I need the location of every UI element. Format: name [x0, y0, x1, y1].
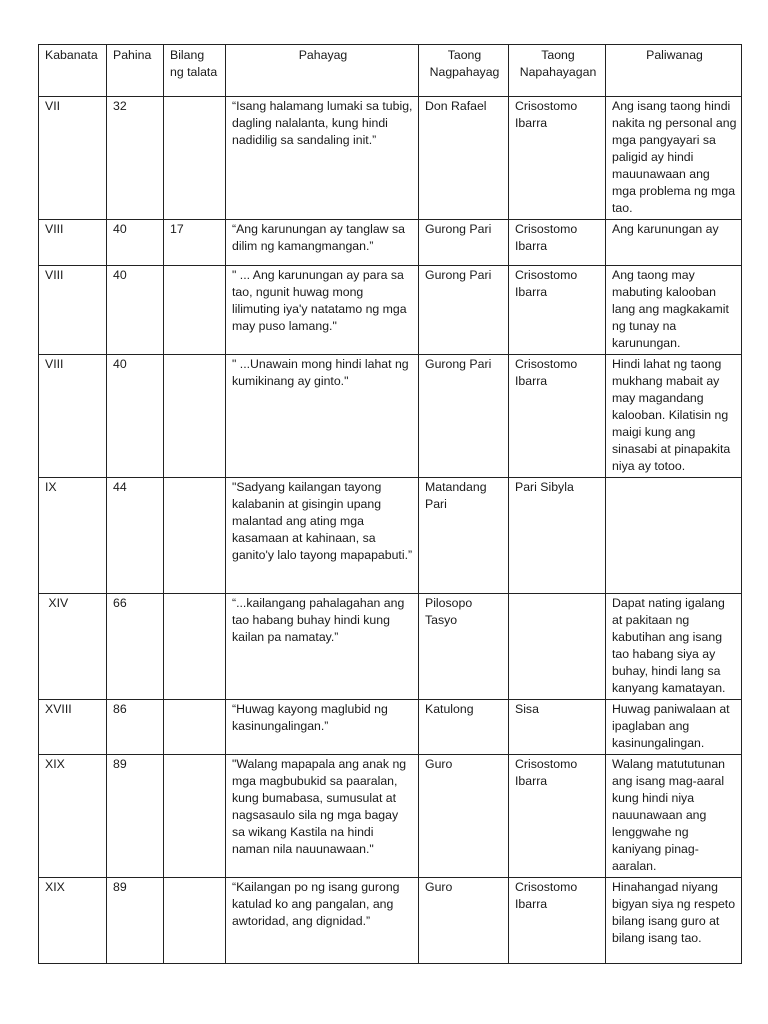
cell-bilang: [164, 700, 226, 755]
cell-pahayag: " ... Ang karunungan ay para sa tao, ngunit huwag mong lilimuting iya'y natatamo ng mga may puso lamang.": [226, 266, 419, 355]
cell-pahayag: " ...Unawain mong hindi lahat ng kumikinang ay ginto.": [226, 355, 419, 478]
cell-paliwanag: Walang matututunan ang isang mag-aaral kung hindi niya nauunawaan ang lenggwahe ng kaniyang pinag-aaralan.: [606, 755, 742, 878]
cell-kabanata: IX: [39, 478, 107, 594]
cell-kabanata: VIII: [39, 220, 107, 266]
header-pahina: Pahina: [107, 45, 164, 97]
table-row: [39, 594, 742, 700]
table-row: [39, 355, 742, 478]
cell-bilang: [164, 355, 226, 478]
cell-pahayag: “...kailangang pahalagahan ang tao habang buhay hindi kung kailan pa namatay.”: [226, 594, 419, 700]
table-row: [39, 97, 742, 220]
cell-nagpahayag: Guro: [419, 878, 509, 964]
cell-kabanata: VII: [39, 97, 107, 220]
cell-kabanata: XIX: [39, 755, 107, 878]
cell-kabanata: XIX: [39, 878, 107, 964]
cell-napahayagan: Crisostomo Ibarra: [509, 220, 606, 266]
cell-bilang: [164, 478, 226, 594]
table-row: [39, 266, 742, 355]
cell-pahina: 40: [107, 355, 164, 478]
cell-paliwanag: Hindi lahat ng taong mukhang mabait ay may magandang kalooban. Kilatisin ng maigi kung ang sinasabi at pinapakita niya ay totoo.: [606, 355, 742, 478]
cell-paliwanag: Ang taong may mabuting kalooban lang ang magkakamit ng tunay na karunungan.: [606, 266, 742, 355]
cell-napahayagan: Crisostomo Ibarra: [509, 878, 606, 964]
header-taong-nagpahayag: Taong Nagpahayag: [419, 45, 509, 97]
table-row: [39, 700, 742, 755]
cell-kabanata: VIII: [39, 266, 107, 355]
cell-kabanata: XVIII: [39, 700, 107, 755]
cell-paliwanag: Ang isang taong hindi nakita ng personal ang mga pangyayari sa paligid ay hindi mauunawaan ang mga problema ng mga tao.: [606, 97, 742, 220]
cell-napahayagan: Crisostomo Ibarra: [509, 97, 606, 220]
cell-pahina: 86: [107, 700, 164, 755]
cell-nagpahayag: Gurong Pari: [419, 355, 509, 478]
cell-pahina: 40: [107, 266, 164, 355]
header-kabanata: Kabanata: [39, 45, 107, 97]
cell-nagpahayag: Pilosopo Tasyo: [419, 594, 509, 700]
cell-bilang: [164, 594, 226, 700]
cell-nagpahayag: Guro: [419, 755, 509, 878]
cell-paliwanag: [606, 478, 742, 594]
header-pahayag: Pahayag: [226, 45, 419, 97]
cell-pahina: 89: [107, 755, 164, 878]
cell-pahina: 40: [107, 220, 164, 266]
table-row: [39, 878, 742, 964]
cell-pahina: 89: [107, 878, 164, 964]
cell-napahayagan: [509, 594, 606, 700]
cell-paliwanag: Dapat nating igalang at pakitaan ng kabutihan ang isang tao habang siya ay buhay, hindi lang sa kanyang kamatayan.: [606, 594, 742, 700]
cell-pahayag: “Huwag kayong maglubid ng kasinungalingan.”: [226, 700, 419, 755]
table-row: [39, 478, 742, 594]
quotes-table: [38, 44, 742, 964]
cell-pahina: 32: [107, 97, 164, 220]
cell-pahayag: "Walang mapapala ang anak ng mga magbubukid sa paaralan, kung bumabasa, sumusulat at nagsasaulo sila ng mga bagay sa wikang Kastila na hindi naman nila nauunawaan.": [226, 755, 419, 878]
cell-napahayagan: Crisostomo Ibarra: [509, 355, 606, 478]
cell-napahayagan: Sisa: [509, 700, 606, 755]
cell-paliwanag: Hinahangad niyang bigyan siya ng respeto bilang isang guro at bilang isang tao.: [606, 878, 742, 964]
cell-pahayag: “Ang karunungan ay tanglaw sa dilim ng kamangmangan.”: [226, 220, 419, 266]
cell-nagpahayag: Katulong: [419, 700, 509, 755]
cell-pahayag: "Sadyang kailangan tayong kalabanin at gisingin upang malantad ang ating mga kasamaan at kahinaan, sa ganito'y lalo tayong mapapabuti.”: [226, 478, 419, 594]
cell-bilang: [164, 878, 226, 964]
cell-kabanata: XIV: [39, 594, 107, 700]
cell-nagpahayag: Don Rafael: [419, 97, 509, 220]
cell-pahayag: “Kailangan po ng isang gurong katulad ko ang pangalan, ang awtoridad, ang dignidad.”: [226, 878, 419, 964]
cell-pahina: 44: [107, 478, 164, 594]
cell-pahayag: “Isang halamang lumaki sa tubig, dagling nalalanta, kung hindi nadidilig sa sandaling init.”: [226, 97, 419, 220]
cell-bilang: [164, 266, 226, 355]
header-row: [39, 45, 742, 97]
cell-paliwanag: Ang karunungan ay: [606, 220, 742, 266]
cell-paliwanag: Huwag paniwalaan at ipaglaban ang kasinungalingan.: [606, 700, 742, 755]
header-paliwanag: Paliwanag: [606, 45, 742, 97]
header-taong-napahayagan: Taong Napahayagan: [509, 45, 606, 97]
table-row: [39, 755, 742, 878]
cell-nagpahayag: Gurong Pari: [419, 266, 509, 355]
cell-bilang: 17: [164, 220, 226, 266]
cell-kabanata: VIII: [39, 355, 107, 478]
cell-pahina: 66: [107, 594, 164, 700]
cell-nagpahayag: Gurong Pari: [419, 220, 509, 266]
header-bilang: Bilang ng talata: [164, 45, 226, 97]
cell-bilang: [164, 97, 226, 220]
cell-napahayagan: Crisostomo Ibarra: [509, 755, 606, 878]
cell-nagpahayag: Matandang Pari: [419, 478, 509, 594]
cell-bilang: [164, 755, 226, 878]
cell-napahayagan: Crisostomo Ibarra: [509, 266, 606, 355]
table-row: [39, 220, 742, 266]
cell-napahayagan: Pari Sibyla: [509, 478, 606, 594]
